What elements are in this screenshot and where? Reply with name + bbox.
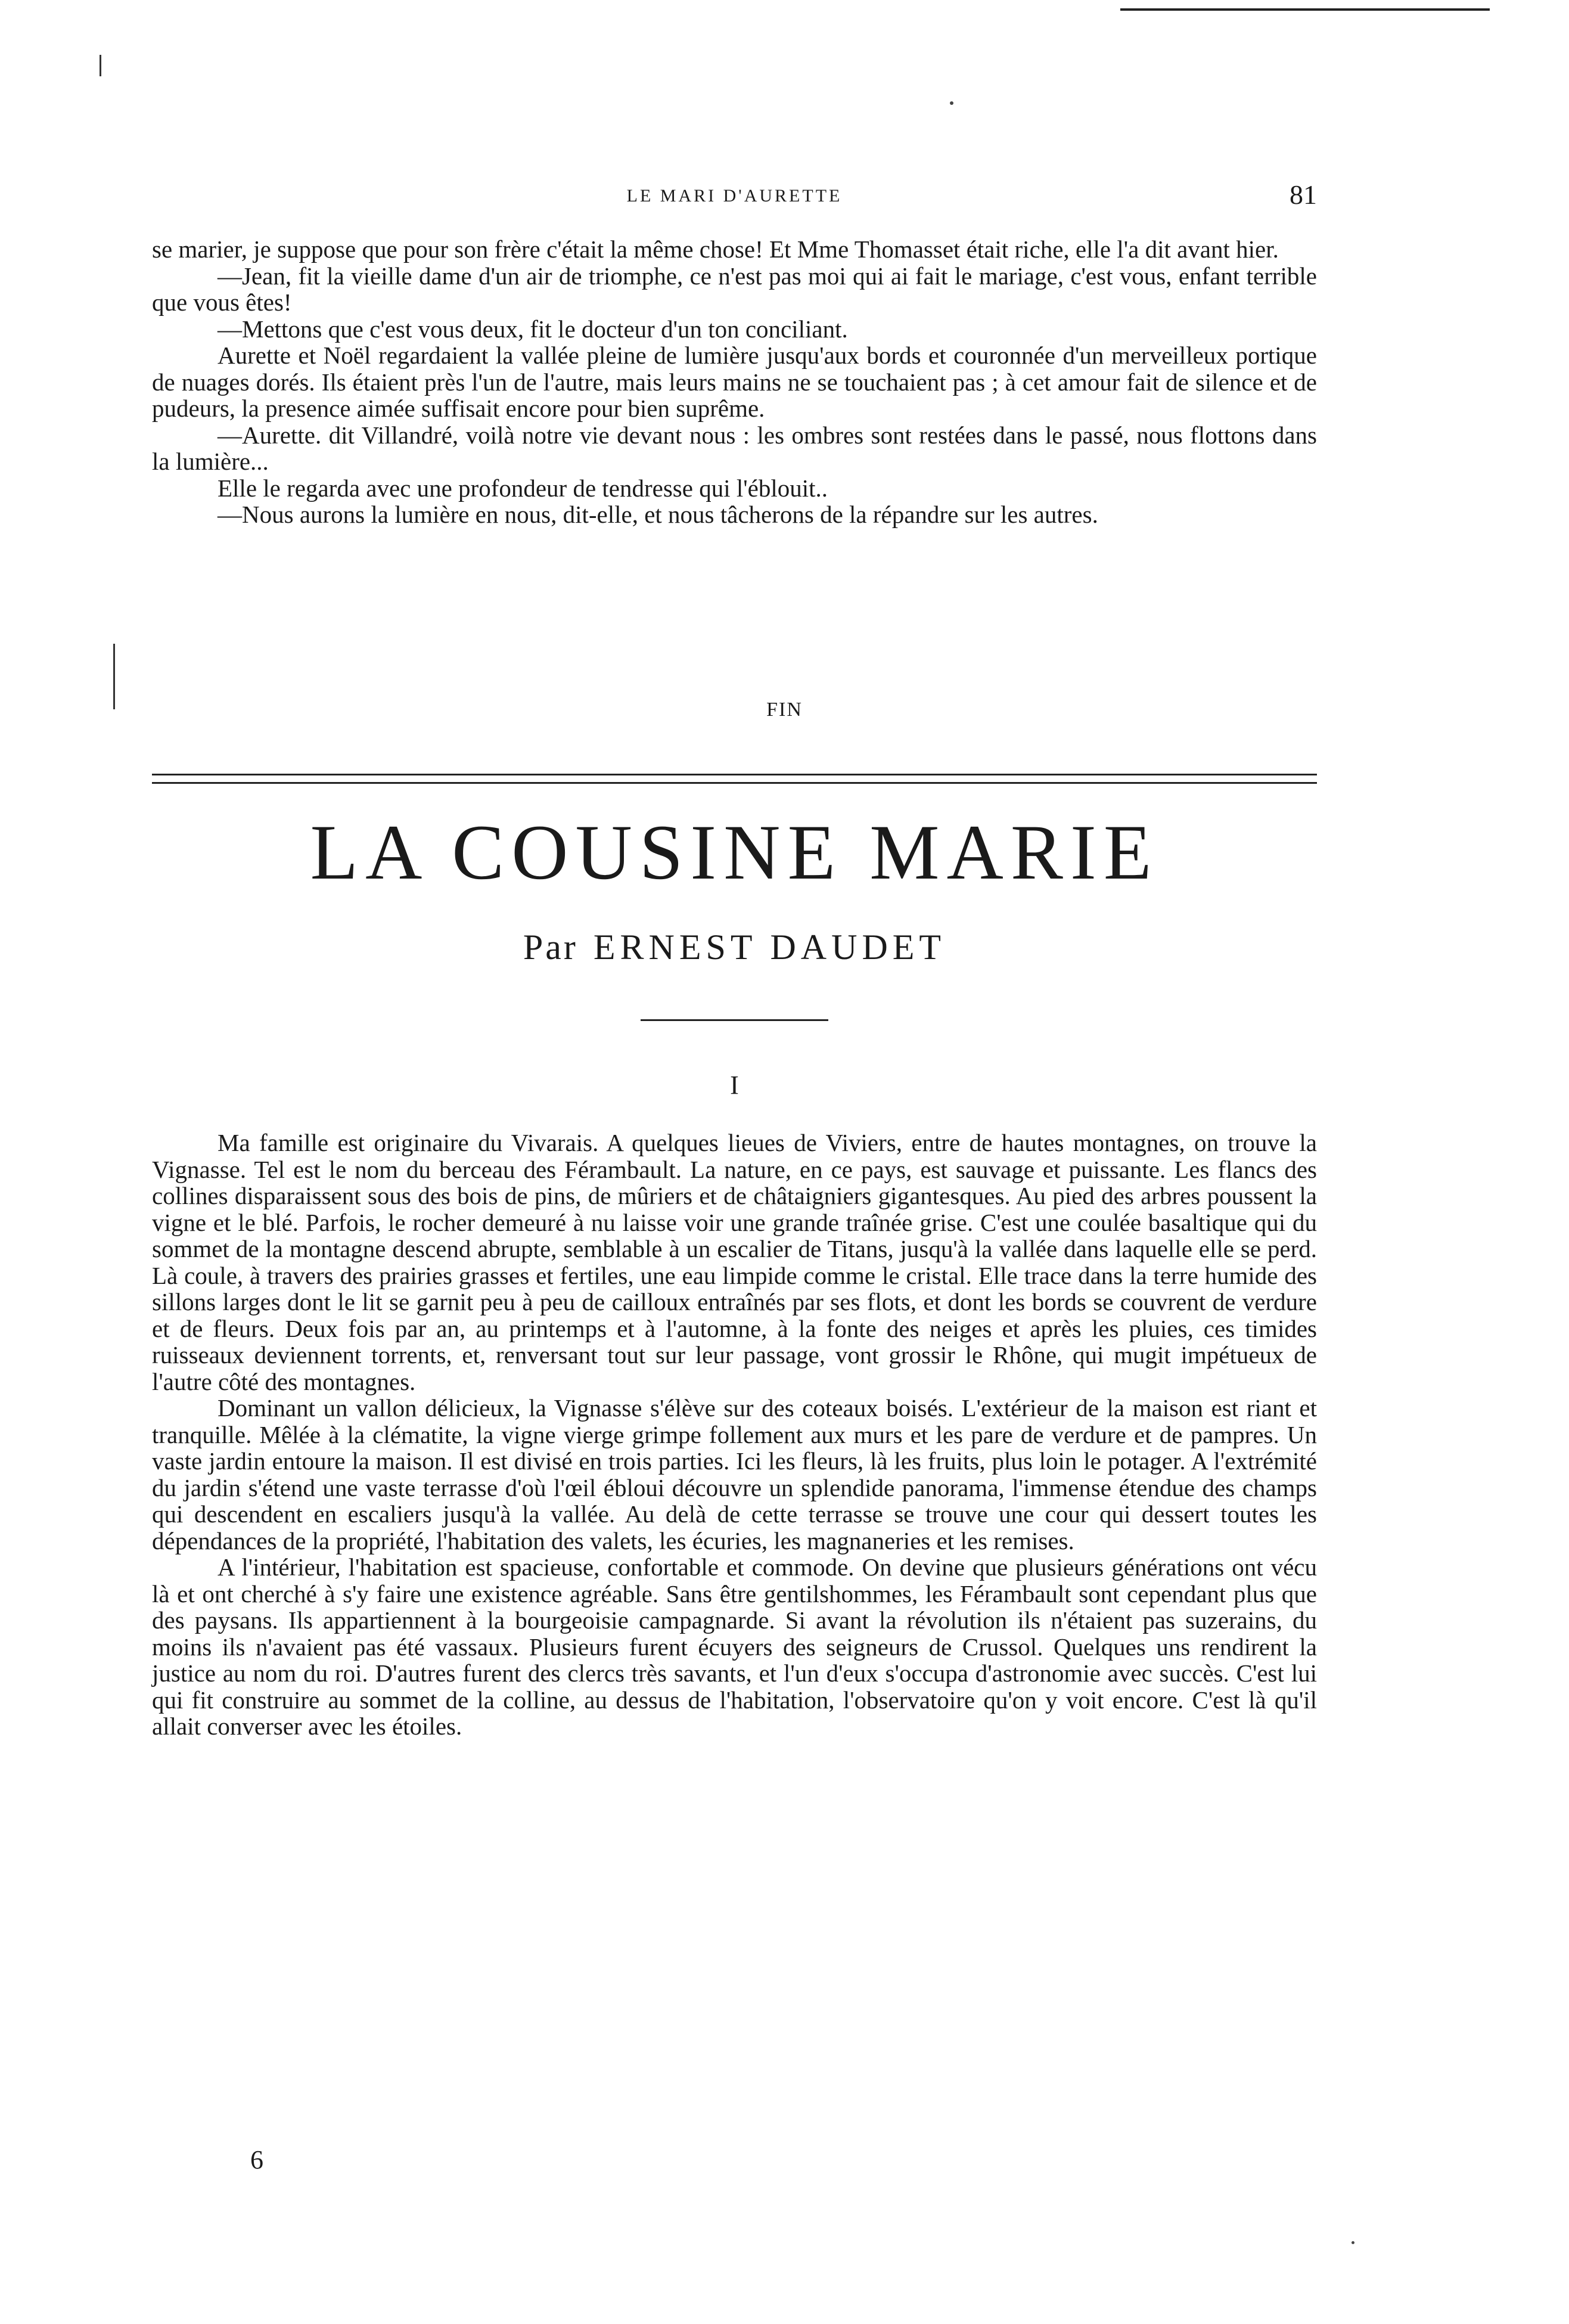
paragraph: —Nous aurons la lumière en nous, dit-elle, et nous tâcherons de la répandre sur les autres. [218,501,1098,528]
paragraph: —Aurette. dit Villandré, voilà notre vie devant nous : les ombres sont restées dans le passé, nous flottons dans la lumière... [152,421,1317,475]
paragraph: Ma famille est originaire du Vivarais. A quelques lieues de Viviers, entre de hautes montagnes, on trouve la Vignasse. Tel est le nom du berceau des Férambault. La nature, en ce pays, est sauvage et puissante. Les flancs des collines disparaissent sous des bois de pins, de mûriers et de châtaigniers gigantesques. Au pied des arbres poussent la vigne et le blé. Parfois, le rocher demeuré à nu laisse voir une grande traînée grise. C'est une coulée basaltique qui du sommet de la montagne descend abrupte, semblable à un escalier de Titans, jusqu'à la vallée dans laquelle elle se perd. Là coule, à travers des prairies grasses et fertiles, une eau limpide comme le cristal. Elle trace dans la terre humide des sillons larges dont le lit se garnit peu à peu de cailloux entraînés par ses flots, et dont les bords se couvrent de verdure et de fleurs. Deux fois par an, au printemps et à l'automne, à la fonte des neiges et après les pluies, ces timides ruisseaux deviennent torrents, et, renversant tout sur leur passage, vont grossir le Rhône, qui mugit impétueux de l'autre côté des montagnes. [152,1129,1317,1395]
byline-prefix: Par [523,927,578,967]
page-number: 81 [1290,179,1317,210]
paragraph: A l'intérieur, l'habitation est spacieuse, confortable et commode. On devine que plusieurs générations ont vécu là et ont cherché à s'y faire une existence agréable. Sans être gentilshommes, les Férambault sont cependant plus que des paysans. Ils appartiennent à la bourgeoisie campagnarde. Si avant la révolution ils n'étaient pas suzerains, du moins ils n'avaient pas été vassaux. Plusieurs furent écuyers des seigneurs de Crussol. Quelques uns rendirent la justice au nom du roi. D'autres furent des clercs très savants, et l'un d'eux s'occupa d'astronomie avec succès. C'est lui qui fit construire au sommet de la colline, au dessus de l'habitation, l'observatoire qu'on y voit encore. C'est là qu'il allait converser avec les étoiles. [152,1553,1317,1740]
end-mark: FIN [766,699,803,721]
previous-story-text [152,236,1317,528]
signature-mark: 6 [250,2145,263,2174]
paragraph: —Mettons que c'est vous deux, fit le docteur d'un ton conciliant. [218,315,848,343]
top-edge-rule [1120,8,1490,11]
title-rule [641,1019,828,1021]
running-title: LE MARI D'AURETTE [626,186,843,206]
byline [152,927,1317,968]
author-name: ERNEST DAUDET [593,927,946,967]
story-text [152,1130,1317,1740]
paragraph: Aurette et Noël regardaient la vallée pleine de lumière jusqu'aux bords et couronnée d'un merveilleux portique de nuages dorés. Ils étaient près l'un de l'autre, mais leurs mains ne se touchaient pas ; à cet amour fait de silence et de pudeurs, la presence aimée suffisait encore pour bien suprême. [152,342,1317,422]
paragraph: se marier, je suppose que pour son frère c'était la même chose! Et Mme Thomasset était riche, elle l'a dit avant hier. [152,235,1279,263]
running-header [152,179,1317,215]
ink-speck [950,101,953,105]
paragraph: —Jean, fit la vieille dame d'un air de triomphe, ce n'est pas moi qui ai fait le mariage, c'est vous, enfant terrible que vous êtes! [152,262,1317,316]
ink-speck [1351,2241,1354,2244]
section-divider-rule [152,774,1317,775]
margin-mark [100,55,101,76]
paragraph: Dominant un vallon délicieux, la Vignasse s'élève sur des coteaux boisés. L'extérieur de la maison est riant et tranquille. Mêlée à la clématite, la vigne vierge grimpe follement aux murs et les pare de verdure et de pampres. Un vaste jardin entoure la maison. Il est divisé en trois parties. Ici les fleurs, là les fruits, plus loin le potager. A l'extrémité du jardin s'étend une vaste terrasse d'où l'œil ébloui découvre un splendide panorama, l'immense étendue des champs qui descendent en escaliers jusqu'à la vallée. Au delà de cette terrasse se trouve une cour qui dessert toutes les dépendances de la propriété, l'habitation des valets, les écuries, les magnaneries et les remises. [152,1394,1317,1554]
chapter-number: I [730,1071,739,1100]
section-divider-rule [152,782,1317,784]
story-title: LA COUSINE MARIE [310,808,1159,896]
paragraph: Elle le regarda avec une profondeur de tendresse qui l'éblouit.. [218,474,828,502]
